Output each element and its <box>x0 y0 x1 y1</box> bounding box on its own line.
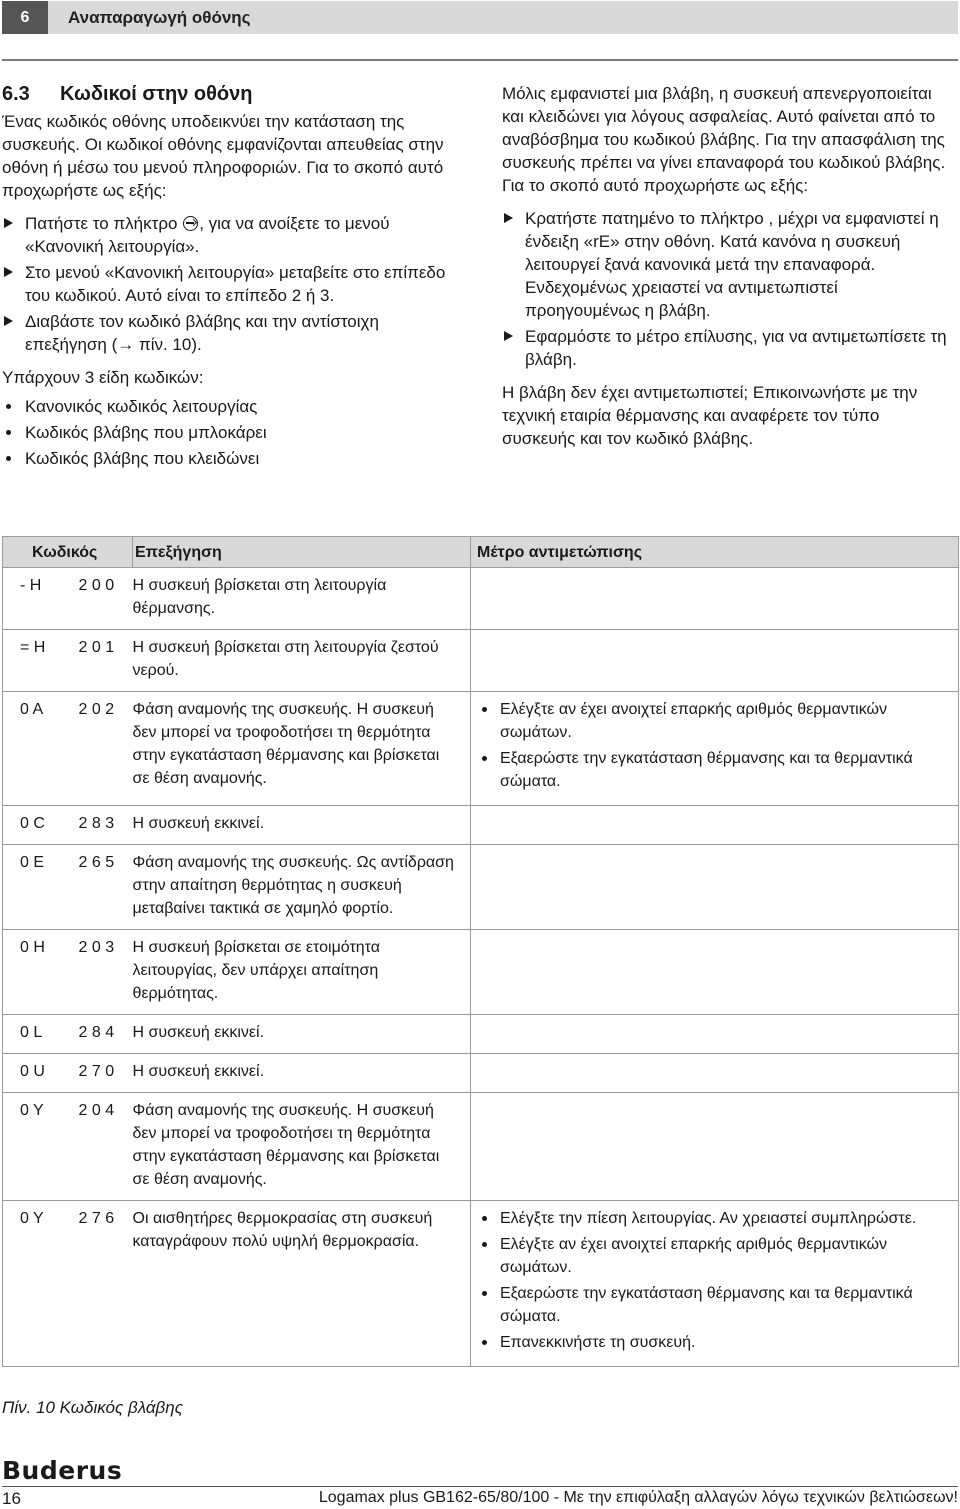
bullet-icon <box>482 756 487 761</box>
bullet-icon <box>6 430 11 435</box>
measure-cell <box>471 1015 959 1054</box>
step-text: Διαβάστε τον κωδικό βλάβης και την αντίστοιχη επεξήγηση (→ πίν. 10). <box>25 312 379 354</box>
chapter-title: Αναπαραγωγή οθόνης <box>68 8 251 27</box>
service-code-cell: 2 0 0 <box>77 568 133 630</box>
display-code-cell: 0 H <box>3 930 77 1015</box>
service-code-cell: 2 7 0 <box>77 1054 133 1093</box>
header-divider <box>2 59 958 61</box>
measure-item: Εξαερώστε την εγκατάσταση θέρμανσης και τα θερμαντικά σώματα. <box>477 747 954 793</box>
measure-cell <box>471 806 959 845</box>
right-column <box>502 82 954 460</box>
bullet-icon <box>482 1216 487 1221</box>
intro-paragraph: Ένας κωδικός οθόνης υποδεικνύει την κατάσταση της συσκευής. Οι κωδικοί οθόνης εμφανίζονται απευθείας στην οθόνη ή μέσω του μενού πληροφοριών. Για το σκοπό αυτό προχωρήστε ως εξής: <box>2 112 444 200</box>
display-code-cell: 0 A <box>3 692 77 806</box>
list-item: Κωδικός βλάβης που κλειδώνει <box>2 447 462 470</box>
display-code-cell: - H <box>3 568 77 630</box>
explanation-cell: Η συσκευή βρίσκεται στη λειτουργία ζεστού νερού. <box>133 630 471 692</box>
table-row <box>3 1054 959 1093</box>
step-arrow-icon <box>504 213 513 223</box>
step-apply-measure <box>502 325 954 371</box>
measure-item: Επανεκκινήστε τη συσκευή. <box>477 1331 954 1354</box>
table-row <box>3 630 959 692</box>
display-code-cell: 0 Y <box>3 1093 77 1201</box>
footer-divider <box>2 1486 958 1487</box>
measure-cell <box>471 1201 959 1367</box>
bullet-icon <box>482 1242 487 1247</box>
measure-cell <box>471 930 959 1015</box>
table-body <box>3 568 959 1367</box>
section-title: Κωδικοί στην οθόνη <box>60 83 253 105</box>
measure-cell <box>471 1093 959 1201</box>
measure-cell <box>471 845 959 930</box>
table-row <box>3 845 959 930</box>
bullet-icon <box>6 404 11 409</box>
explanation-cell: Φάση αναμονής της συσκευής. Η συσκευή δεν μπορεί να τροφοδοτήσει τη θερμότητα στην εγκατάσταση θέρμανσης και βρίσκεται σε θέση αναμονής. <box>133 1093 471 1201</box>
section-heading <box>2 82 462 106</box>
measure-item: Εξαερώστε την εγκατάσταση θέρμανσης και τα θερμαντικά σώματα. <box>477 1282 954 1328</box>
section-number: 6.3 <box>2 83 30 105</box>
step-text: , για να ανοίξετε το μενού «Κανονική λειτουργία». <box>25 214 390 256</box>
explanation-cell: Φάση αναμονής της συσκευής. Η συσκευή δεν μπορεί να τροφοδοτήσει τη θερμότητα στην εγκατάσταση θέρμανσης και βρίσκεται σε θέση αναμονής. <box>133 692 471 806</box>
chapter-header <box>2 1 958 34</box>
measure-cell <box>471 692 959 806</box>
display-code-cell: 0 L <box>3 1015 77 1054</box>
table-caption: Πίν. 10 Κωδικός βλάβης <box>2 1398 183 1417</box>
service-code-cell: 2 0 4 <box>77 1093 133 1201</box>
bullet-icon <box>482 707 487 712</box>
step-text: Στο μενού «Κανονική λειτουργία» μεταβείτε στο επίπεδο του κωδικού. Αυτό είναι το επίπεδο 2 ή 3. <box>25 263 446 305</box>
measure-item: Ελέγξτε αν έχει ανοιχτεί επαρκής αριθμός θερμαντικών σωμάτων. <box>477 698 954 744</box>
step-navigate <box>2 261 462 307</box>
column-header-measure: Μέτρο αντιμετώπισης <box>471 537 959 568</box>
explanation-cell: Φάση αναμονής της συσκευής. Ως αντίδραση στην απαίτηση θερμότητας η συσκευή μεταβαίνει τακτικά σε χαμηλό φορτίο. <box>133 845 471 930</box>
display-code-cell: 0 Y <box>3 1201 77 1367</box>
code-types-intro: Υπάρχουν 3 είδη κωδικών: <box>2 368 204 387</box>
step-arrow-icon <box>504 331 513 341</box>
display-code-cell: = H <box>3 630 77 692</box>
table-row <box>3 806 959 845</box>
reset-intro-paragraph: Μόλις εμφανιστεί μια βλάβη, η συσκευή απενεργοποιείται και κλειδώνει για λόγους ασφαλείας. Αυτό φαίνεται από το αναβόσβημα του κωδικού βλάβης. Για την απασφάλιση της συσκευής πρέπει να γίνει επαναφορά του κωδικού βλάβης. Για το σκοπό αυτό προχωρήστε ως εξής: <box>502 84 946 195</box>
service-code-cell: 2 6 5 <box>77 845 133 930</box>
service-code-cell: 2 8 3 <box>77 806 133 845</box>
display-code-cell: 0 U <box>3 1054 77 1093</box>
explanation-cell: Η συσκευή εκκινεί. <box>133 806 471 845</box>
service-code-cell: 2 0 2 <box>77 692 133 806</box>
step-open-menu <box>2 212 462 258</box>
bullet-icon <box>482 1291 487 1296</box>
explanation-cell: Η συσκευή εκκινεί. <box>133 1054 471 1093</box>
buderus-logo: Buderus <box>2 1456 123 1485</box>
measure-cell <box>471 630 959 692</box>
service-code-cell: 2 7 6 <box>77 1201 133 1367</box>
menu-key-icon <box>183 216 198 231</box>
explanation-cell: Η συσκευή βρίσκεται σε ετοιμότητα λειτουργίας, δεν υπάρχει απαίτηση θερμότητας. <box>133 930 471 1015</box>
measure-cell <box>471 568 959 630</box>
bullet-icon <box>6 456 11 461</box>
step-hold-reset <box>502 207 954 322</box>
left-column <box>2 82 462 473</box>
measure-item: Ελέγξτε αν έχει ανοιχτεί επαρκής αριθμός θερμαντικών σωμάτων. <box>477 1233 954 1279</box>
measure-item: Ελέγξτε την πίεση λειτουργίας. Αν χρειαστεί συμπληρώστε. <box>477 1207 954 1230</box>
fault-code-table <box>2 536 959 1367</box>
footer-text: Logamax plus GB162-65/80/100 - Με την επιφύλαξη αλλαγών λόγω τεχνικών βελτιώσεων! <box>318 1489 958 1506</box>
service-code-cell: 2 0 1 <box>77 630 133 692</box>
column-header-code: Κωδικός <box>3 537 133 568</box>
display-code-cell: 0 E <box>3 845 77 930</box>
step-read-code <box>2 310 462 356</box>
page-number: 16 <box>2 1489 21 1508</box>
step-arrow-icon <box>4 267 13 277</box>
table-row <box>3 930 959 1015</box>
step-arrow-icon <box>4 218 13 228</box>
chapter-number: 6 <box>2 1 48 34</box>
step-text: Εφαρμόστε το μέτρο επίλυσης, για να αντιμετωπίσετε τη βλάβη. <box>525 327 947 369</box>
explanation-cell: Η συσκευή εκκινεί. <box>133 1015 471 1054</box>
explanation-cell: Η συσκευή βρίσκεται στη λειτουργία θέρμανσης. <box>133 568 471 630</box>
contact-paragraph: Η βλάβη δεν έχει αντιμετωπιστεί; Επικοινωνήστε με την τεχνική εταιρία θέρμανσης και αναφέρετε τον τύπο συσκευής και τον κωδικό βλάβης. <box>502 383 918 448</box>
service-code-cell: 2 8 4 <box>77 1015 133 1054</box>
list-item: Κωδικός βλάβης που μπλοκάρει <box>2 421 462 444</box>
list-item: Κανονικός κωδικός λειτουργίας <box>2 395 462 418</box>
step-text: Πατήστε το πλήκτρο <box>25 214 183 233</box>
step-text: Κρατήστε πατημένο το πλήκτρο , μέχρι να εμφανιστεί η ένδειξη «rE» στην οθόνη. Κατά κανόνα η συσκευή λειτουργεί ξανά κανονικά μετά την επαναφορά. Ενδεχομένως χρειαστεί να αντιμετωπιστεί προηγουμένως η βλάβη. <box>525 209 939 320</box>
step-arrow-icon <box>4 316 13 326</box>
table-row <box>3 692 959 806</box>
bullet-icon <box>482 1340 487 1345</box>
table-row <box>3 1015 959 1054</box>
display-code-cell: 0 C <box>3 806 77 845</box>
service-code-cell: 2 0 3 <box>77 930 133 1015</box>
table-header-row <box>3 537 959 568</box>
measure-cell <box>471 1054 959 1093</box>
explanation-cell: Οι αισθητήρες θερμοκρασίας στη συσκευή καταγράφουν πολύ υψηλή θερμοκρασία. <box>133 1201 471 1367</box>
column-header-explanation: Επεξήγηση <box>133 537 471 568</box>
table-row <box>3 568 959 630</box>
table-row <box>3 1201 959 1367</box>
table-row <box>3 1093 959 1201</box>
